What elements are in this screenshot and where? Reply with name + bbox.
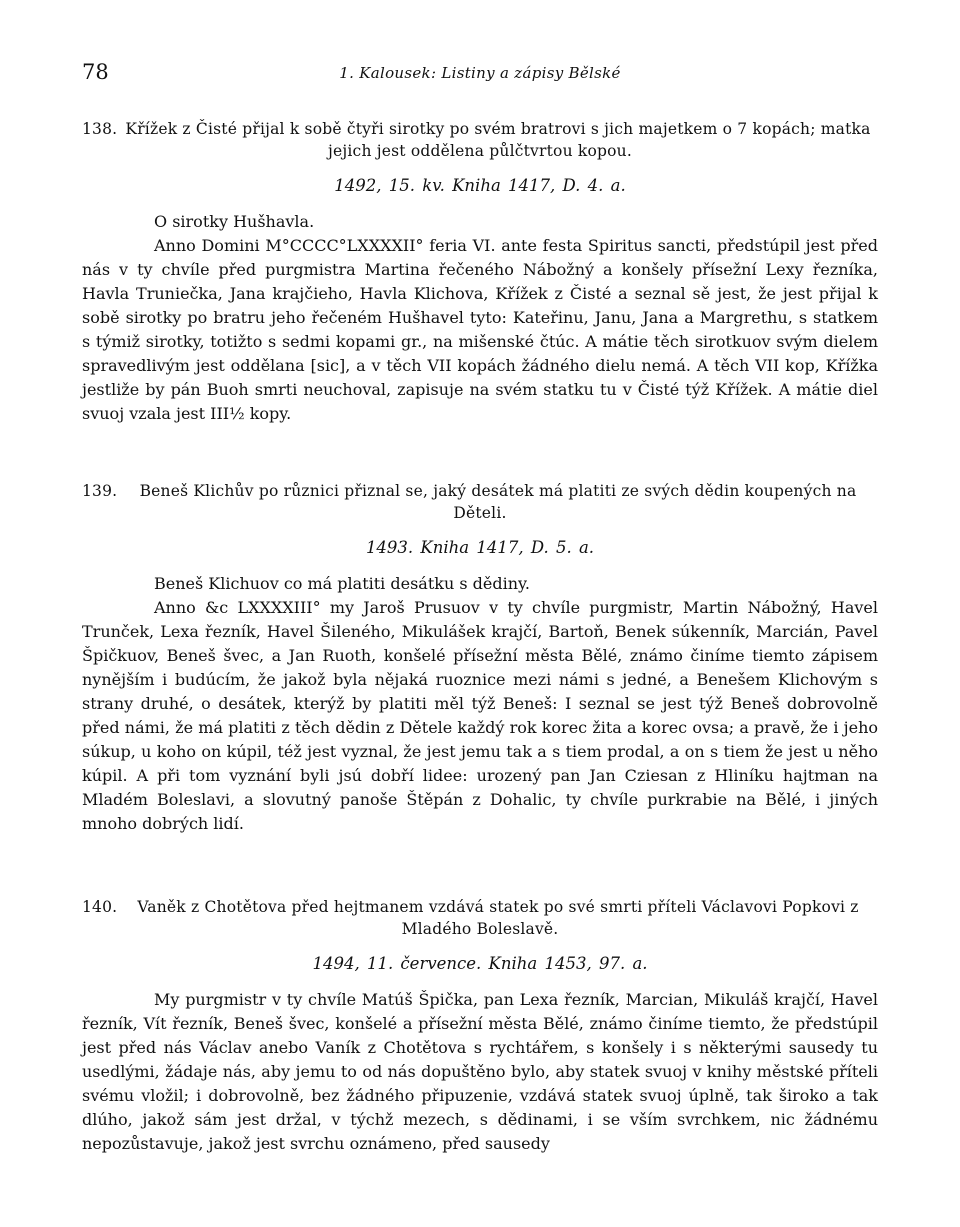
entry-regest [82,480,878,524]
entry-dateline: 1493. Kniha 1417, D. 5. a. [365,538,595,557]
entry-paragraph: My purgmistr v ty chvíle Matúš Špička, pan Lexa řezník, Marcian, Mikuláš krajčí, Havel řezník, Vít řezník, Beneš švec, konšelé a přísežní města Bělé, známo činíme tiemto, že předstúpil jest před nás Václav anebo Vaník z Chotětova s rychtářem, s konšely i s některými sausedy tu usedlými, žádaje nás, aby jemu to od nás dopuštěno bylo, aby statek svuoj v knihy městské příteli svému vložil; i dobrovolně, bez žádného připuzenie, vzdává statek svuoj úplně, tak široko a tak dlúho, jakož sám jest držal, v týchž mezech, s dědinami, i se vším svrchkem, nic žádnému nepozůstavuje, jakož jest svrchu oznámeno, před sausedy [82,990,878,1153]
entry-body [82,210,878,426]
entry-regest [82,118,878,162]
entry-139 [82,480,878,836]
page-number: 78 [82,60,109,84]
entry-paragraph: Anno Domini M°CCCC°LXXXXII° feria VI. ante festa Spiritus sancti, předstúpil jest před nás v ty chvíle před purgmistra Martina řečeného Nábožný a konšely přísežní Lexy řezníka, Havla Truniečka, Jana krajčieho, Havla Klichova, Křížek z Čisté a seznal sě jest, že jest přijal k sobě sirotky po bratru jeho řečeném Hušhavel tyto: Kateřinu, Janu, Jana a Margrethu, s statkem s týmiž sirotky, totižto s sedmi kopami gr., na mišenské čtúc. A mátie těch sirotkuov svým dielem spravedlivým jest oddělana [sic], a v těch VII kopách žádného dielu nemá. A těch VII kop, Křížka jestliže by pán Buoh smrti neuchoval, zapisuje na svém statku tu v Čisté týž Křížek. A mátie diel svuoj vzala jest III½ kopy. [82,236,878,423]
entry-heading: O sirotky Hušhavla. [154,212,315,231]
entry-number: 139. [82,482,118,500]
entry-140 [82,896,878,1156]
entry-dateline: 1494, 11. července. Kniha 1453, 97. a. [312,954,648,973]
regest-text: Křížek z Čisté přijal k sobě čtyři sirotky po svém bratrovi s jich majetkem o 7 kopách; matka jejich jest oddělena půlčtvrtou kopou. [125,120,871,160]
entry-paragraph: Anno &c LXXXXIII° my Jaroš Prusuov v ty chvíle purgmistr, Martin Nábožný, Havel Trunček, Lexa řezník, Havel Šileného, Mikulášek krajčí, Bartoň, Benek súkenník, Marcián, Pavel Špičkuov, Beneš švec, a Jan Ruoth, konšelé přísežní města Bělé, známo činíme tiemto zápisem nynějším i budúcím, že jakož byla nějaká ruoznice mezi námi s jedné, a Benešem Klichovým s strany druhé, o desátek, kterýž by platiti měl týž Beneš: I seznal se jest týž Beneš dobrovolně před námi, že má platiti z těch dědin z Dětele každý rok korec žita a korec ovsa; a pravě, že i jeho súkup, u koho on kúpil, též jest vyznal, že jest jemu tak a s tiem prodal, a on s tiem že jest u něho kúpil. A při tom vyznání byli jsú dobří lidee: urozený pan Jan Cziesan z Hliníku hajtman na Mladém Boleslavi, a slovutný panoše Štěpán z Dohalic, ty chvíle purkrabie na Bělé, i jiných mnoho dobrých lidí. [82,598,878,833]
running-head [82,60,878,90]
regest-text: Vaněk z Chotětova před hejtmanem vzdává statek po své smrti příteli Václavovi Popkovi z Mladého Boleslavě. [137,898,859,938]
entry-number: 138. [82,120,118,138]
entry-138 [82,118,878,426]
running-title: 1. Kalousek: Listiny a zápisy Bělské [339,64,621,82]
regest-text: Beneš Klichův po různici přiznal se, jaký desátek má platiti ze svých dědin koupených na Děteli. [139,482,857,522]
entry-number: 140. [82,898,118,916]
entry-dateline: 1492, 15. kv. Kniha 1417, D. 4. a. [334,176,626,195]
entry-heading: Beneš Klichuov co má platiti desátku s dědiny. [154,574,531,593]
entry-body [82,572,878,836]
entry-body [82,988,878,1156]
entry-regest [82,896,878,940]
